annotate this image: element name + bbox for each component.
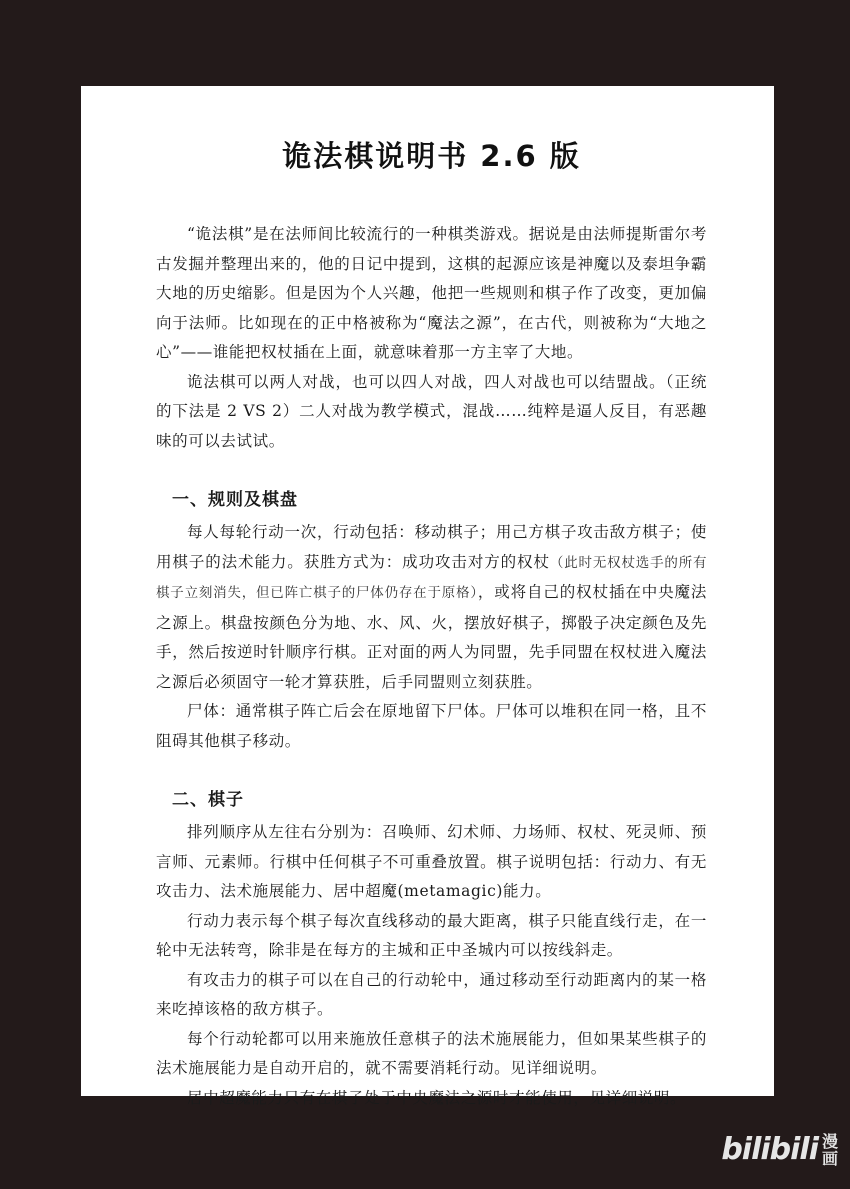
intro-paragraph-2: 诡法棋可以两人对战，也可以四人对战，四人对战也可以结盟战。（正统的下法是 2 VS 2）二人对战为教学模式，混战……纯粹是逼人反目，有恶趣味的可以去试试。 — [156, 372, 707, 450]
bilibili-manga-logo — [721, 1132, 838, 1167]
pieces-paragraph-4: 每个行动轮都可以用来施放任意棋子的法术施展能力，但如果某些棋子的法术施展能力是自动开启的，就不需要消耗行动。见详细说明。 — [156, 1029, 707, 1077]
rules-section — [156, 484, 707, 756]
rules-note: （此时无权杖选手的所有棋子立刻消失，但已阵亡棋子的尸体仍存在于原格） — [156, 554, 708, 601]
logo-tag-top: 漫 — [821, 1131, 838, 1151]
logo-wordmark: bilibili — [721, 1132, 818, 1167]
section-heading-rules: 一、规则及棋盘 — [172, 490, 298, 510]
pieces-paragraph-2: 行动力表示每个棋子每次直线移动的最大距离，棋子只能直线行走，在一轮中无法转弯，除非是在每方的主城和正中圣城内可以按线斜走。 — [156, 911, 707, 959]
rules-paragraph-1 — [156, 518, 707, 697]
logo-tag-bottom: 画 — [821, 1148, 838, 1168]
document-page — [81, 86, 774, 1107]
rules-paragraph-2: 尸体：通常棋子阵亡后会在原地留下尸体。尸体可以堆积在同一格，且不阻碍其他棋子移动。 — [156, 702, 707, 750]
pieces-section — [156, 784, 707, 1113]
intro-section — [156, 220, 707, 456]
document-title: 诡法棋说明书 2.6 版 — [282, 139, 581, 173]
logo-tag — [822, 1133, 838, 1167]
pieces-paragraph-3: 有攻击力的棋子可以在自己的行动轮中，通过移动至行动距离内的某一格来吃掉该格的敌方棋子。 — [156, 970, 707, 1018]
pieces-paragraph-5: 居中超魔能力只有在棋子处于中央魔法之源时才能使用，见详细说明。 — [187, 1088, 687, 1107]
rules-text-a: 每人每轮行动一次，行动包括：移动棋子；用己方棋子攻击敌方棋子；使用棋子的法术能力。获胜方式为：成功攻击对方的权杖 — [156, 523, 707, 571]
rules-text-b: ，或将自己的权杖插在中央魔法之源上。棋盘按颜色分为地、水、风、火，摆放好棋子，掷骰子决定颜色及先手，然后按逆时针顺序行棋。正对面的两人为同盟，先手同盟在权杖进入魔法之源后必须固守一轮才算获胜，后手同盟则立刻获胜。 — [156, 583, 707, 691]
section-heading-pieces: 二、棋子 — [172, 790, 244, 810]
pieces-paragraph-1: 排列顺序从左往右分别为：召唤师、幻术师、力场师、权杖、死灵师、预言师、元素师。行棋中任何棋子不可重叠放置。棋子说明包括：行动力、有无攻击力、法术施展能力、居中超魔(metamagic)能力。 — [156, 823, 707, 900]
intro-paragraph-1: “诡法棋”是在法师间比较流行的一种棋类游戏。据说是由法师提斯雷尔考古发掘并整理出来的，他的日记中提到，这棋的起源应该是神魔以及泰坦争霸大地的历史缩影。但是因为个人兴趣，他把一些规则和棋子作了改变，更加偏向于法师。比如现在的正中格被称为“魔法之源”，在古代，则被称为“大地之心”——谁能把权杖插在上面，就意味着那一方主宰了大地。 — [156, 225, 707, 361]
